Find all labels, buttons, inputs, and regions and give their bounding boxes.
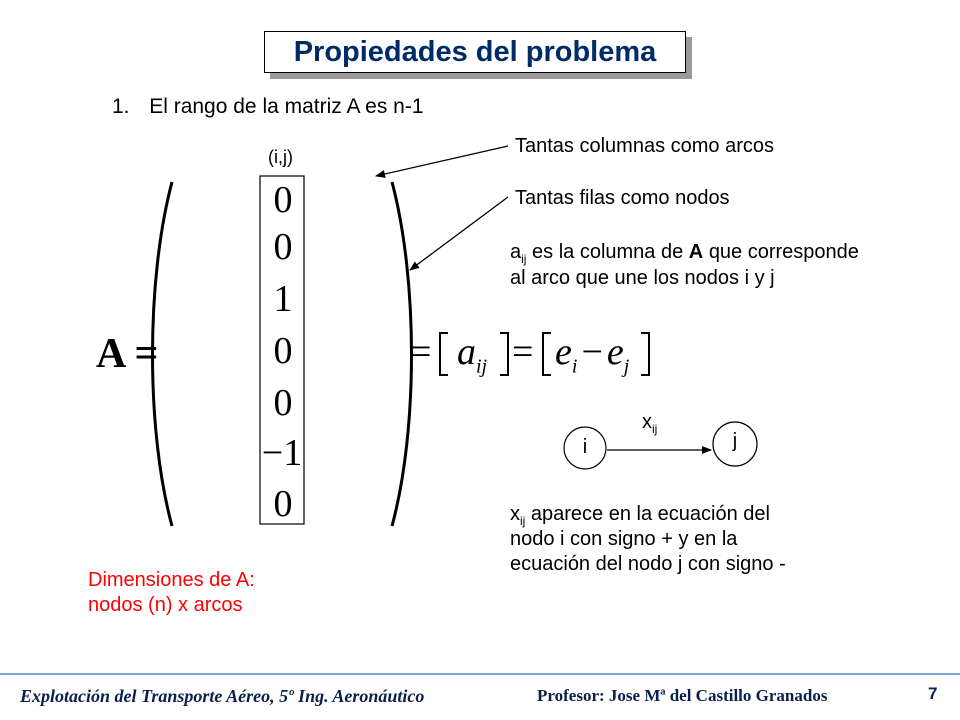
matrix-entry-3: 1 [273, 278, 293, 320]
annotation-aij-line2: al arco que une los nodos i y j [510, 267, 775, 289]
bracket-e-right [641, 333, 649, 375]
aij-symbol: $a_{ij}$ [457, 331, 488, 378]
arrow-columns [376, 146, 508, 176]
dimensions-line2: nodos (n) x arcos [88, 594, 243, 616]
xij-description-line3: ecuación del nodo j con signo - [510, 553, 786, 575]
column-label: (i,j) [268, 147, 293, 167]
arc-label: $x_{ij}$ [642, 411, 658, 436]
footer-divider [0, 673, 960, 675]
footer-professor: Profesor: Jose Mª del Castillo Granados [537, 686, 828, 705]
page-title: Propiedades del problema [293, 35, 657, 68]
equals-1: = [410, 331, 432, 373]
arrow-rows [410, 197, 508, 270]
equals-2: = [512, 331, 534, 373]
node-i-label: i [582, 436, 588, 458]
matrix-entry-7: 0 [273, 483, 293, 525]
matrix-entry-6: −1 [261, 432, 303, 474]
matrix-entry-1: 0 [273, 179, 293, 221]
annotation-aij-line1: $a_{ij}$ es la columna de A que corresponde [510, 241, 859, 266]
ei-minus-ej: $e_i - e_j$ [555, 331, 630, 378]
annotation-columns: Tantas columnas como arcos [515, 135, 775, 157]
annotation-rows: Tantas filas como nodos [515, 187, 730, 209]
property-text: El rango de la matriz A es n-1 [149, 95, 424, 118]
dimensions-line1: Dimensiones de A: [88, 569, 255, 591]
node-j-label: j [732, 430, 738, 452]
matrix-entry-5: 0 [273, 382, 293, 424]
right-parenthesis [392, 182, 412, 526]
xij-description-line1: $x_{ij}$ aparece en la ecuación del [510, 503, 770, 528]
property-number: 1. [112, 95, 130, 118]
matrix-entry-2: 0 [273, 226, 293, 268]
bracket-e-left [543, 333, 551, 375]
xij-description-line2: nodo i con signo + y en la [510, 528, 738, 550]
bracket-aij-right [500, 333, 508, 375]
page-number: 7 [928, 684, 938, 703]
footer-course: Explotación del Transporte Aéreo, 5º Ing. Aeronáutico [20, 686, 425, 706]
matrix-lhs: A = [96, 331, 159, 377]
matrix-entry-4: 0 [273, 330, 293, 372]
bracket-aij-left [440, 333, 448, 375]
